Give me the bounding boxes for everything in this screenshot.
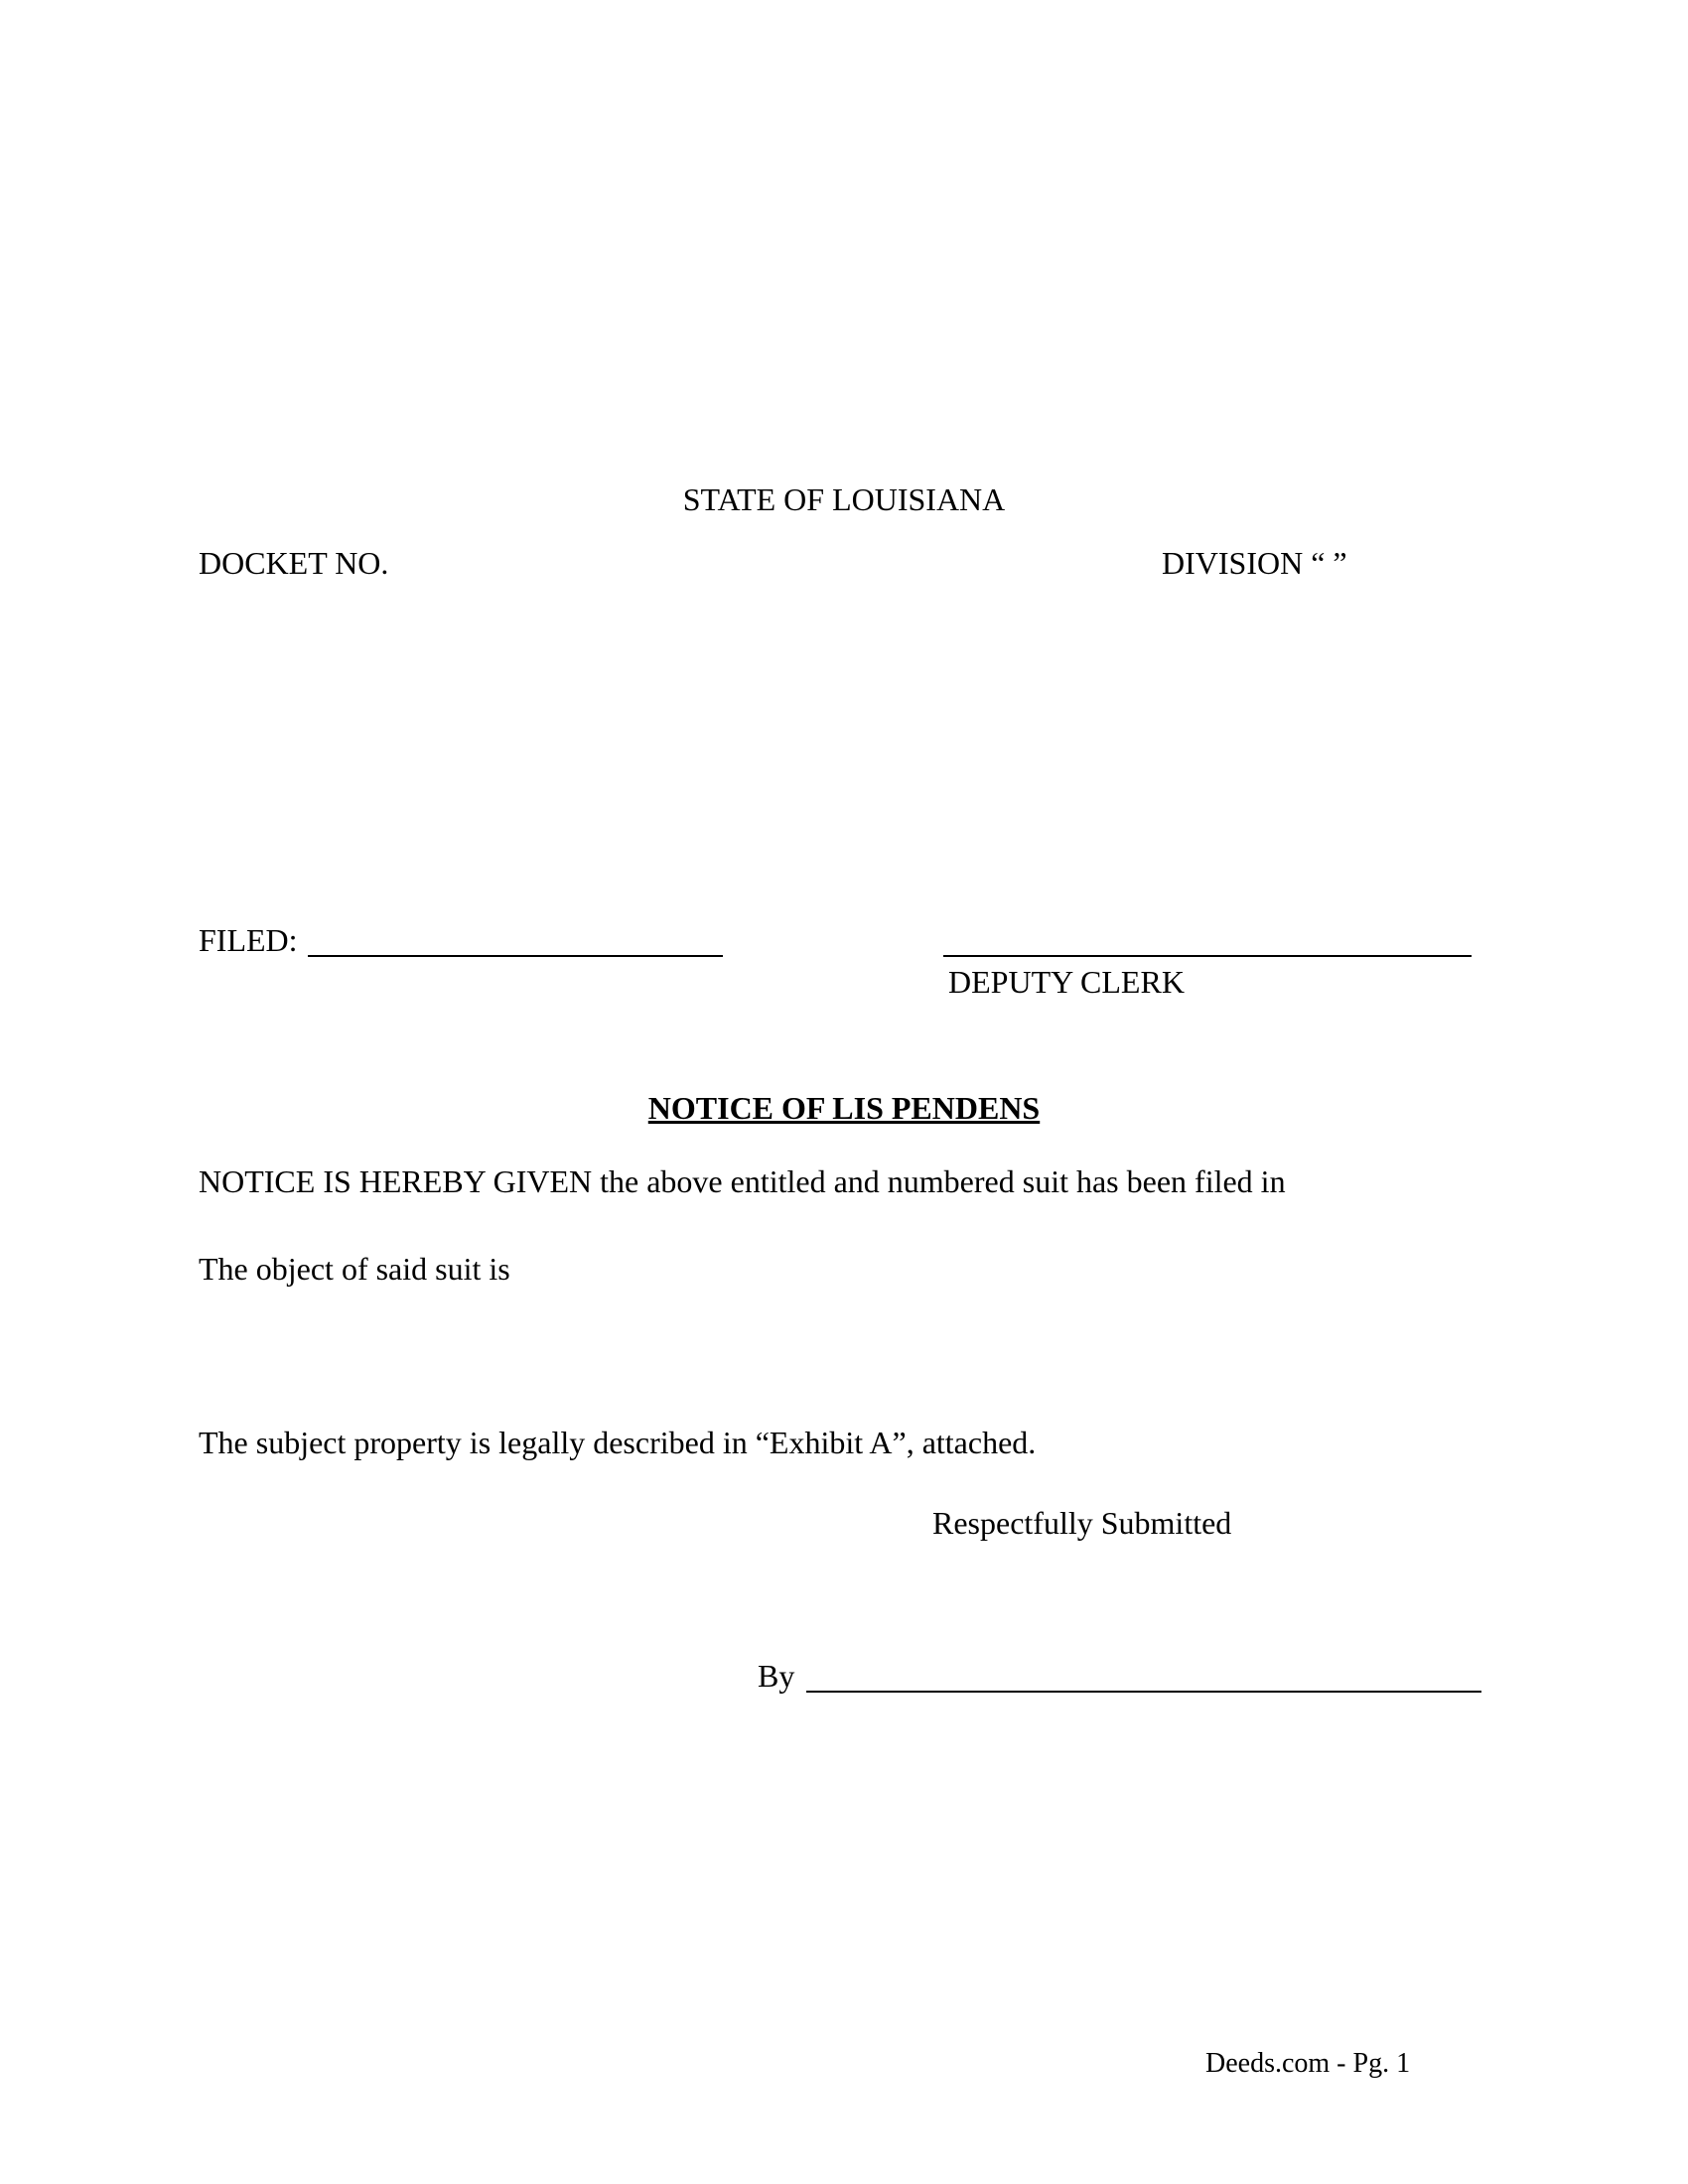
docket-label: DOCKET NO.	[199, 545, 389, 581]
deputy-clerk-signature-line[interactable]	[943, 955, 1472, 957]
by-label: By	[758, 1658, 795, 1694]
object-line: The object of said suit is	[199, 1251, 510, 1287]
notice-title: NOTICE OF LIS PENDENS	[647, 1090, 1041, 1126]
page-footer: Deeds.com - Pg. 1	[1205, 2048, 1411, 2079]
division-label: DIVISION “ ”	[1162, 545, 1347, 581]
respectfully-submitted: Respectfully Submitted	[932, 1505, 1232, 1541]
deputy-clerk-label: DEPUTY CLERK	[948, 964, 1185, 1000]
state-heading: STATE OF LOUISIANA	[682, 481, 1006, 517]
property-line: The subject property is legally described in “Exhibit A”, attached.	[199, 1425, 1037, 1460]
filed-label: FILED:	[199, 922, 298, 958]
filed-blank-line[interactable]	[308, 955, 723, 957]
by-signature-line[interactable]	[806, 1691, 1481, 1693]
notice-paragraph: NOTICE IS HEREBY GIVEN the above entitled and numbered suit has been filed in	[199, 1163, 1286, 1199]
